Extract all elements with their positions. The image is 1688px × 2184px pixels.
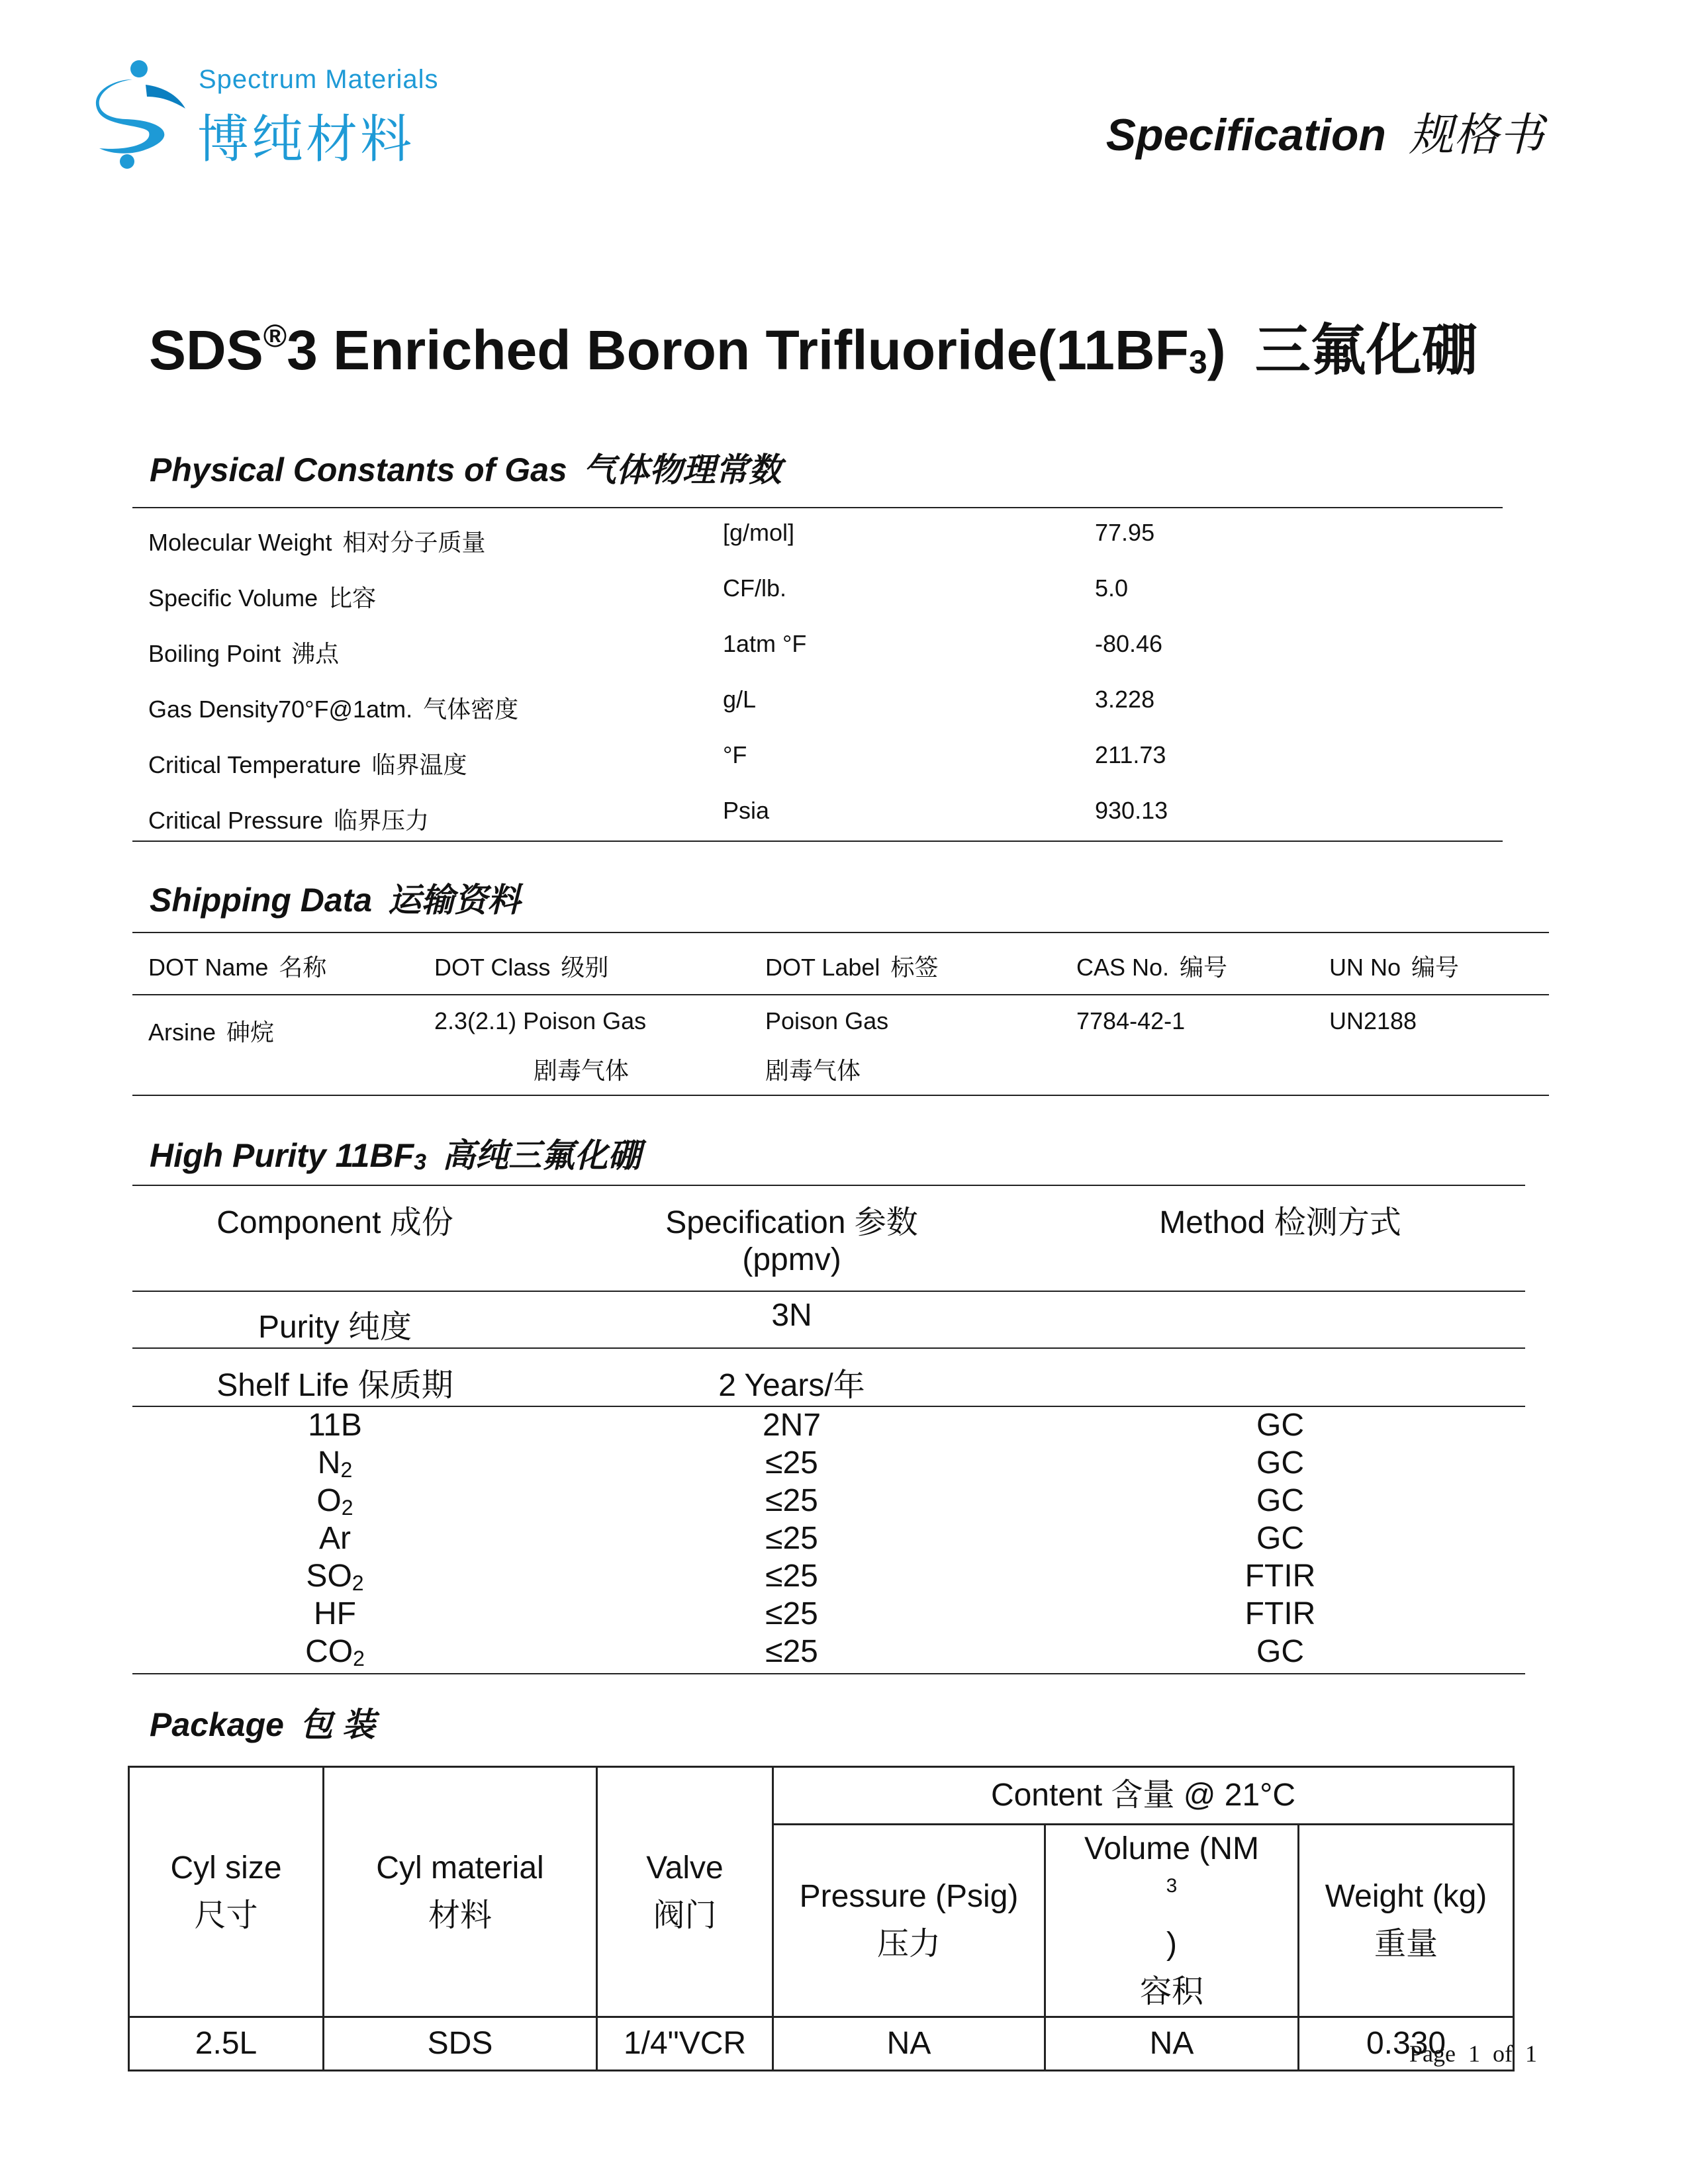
component-subscript: 2 [340, 1458, 353, 1482]
header-cn: 压力 [876, 1927, 941, 1962]
component-method: GC [1256, 1445, 1304, 1480]
component-method: GC [1256, 1521, 1304, 1556]
header-weight [1299, 1825, 1514, 2017]
purity-label: Purity 纯度 [258, 1310, 412, 1345]
dot-label-value-cn: 剧毒气体 [765, 1057, 861, 1084]
title-main: 3 Enriched Boron Trifluoride(11BF [287, 319, 1189, 381]
divider [132, 932, 1549, 933]
header-en: Weight (kg) [1325, 1879, 1487, 1914]
cell-valve: 1/4"VCR [597, 2017, 773, 2071]
header-volume [1045, 1825, 1299, 2017]
column-header-dot-name [148, 949, 326, 983]
value-en: Arsine [148, 1019, 216, 1046]
component-name [103, 1596, 567, 1633]
column-header-method: Method 检测方式 [1159, 1205, 1401, 1240]
component-subscript: 2 [352, 1571, 364, 1595]
component-name [103, 1482, 567, 1520]
divider [132, 994, 1549, 995]
component-method: FTIR [1244, 1596, 1316, 1631]
header-cn: 重量 [1374, 1927, 1438, 1962]
header-cn: 名称 [279, 954, 327, 981]
un-no-value: UN2188 [1329, 1007, 1417, 1034]
document-type [1106, 99, 1544, 163]
document-type-cn: 规格书 [1408, 110, 1544, 160]
component-name [103, 1445, 567, 1482]
column-header-un-no [1329, 949, 1459, 983]
cell-volume: NA [1045, 2017, 1299, 2071]
purity-value: 3N [771, 1298, 812, 1333]
column-header-cas-no [1076, 949, 1227, 983]
component-spec: ≤25 [765, 1634, 818, 1669]
property-name-en: Gas Density70°F@1atm. [148, 696, 413, 723]
property-unit: [g/mol] [723, 519, 795, 546]
component-name [103, 1407, 567, 1445]
property-value: 5.0 [1095, 574, 1129, 602]
physical-constants-heading [150, 443, 782, 491]
divider [132, 1185, 1525, 1186]
volume-label: Volume (NM [1084, 1831, 1260, 1866]
header-valve [597, 1767, 773, 2017]
title-cn: 三氟化硼 [1254, 319, 1477, 381]
property-name-cn: 临界温度 [371, 751, 467, 778]
page-number: Page 1 of 1 [1409, 2040, 1537, 2067]
property-name [148, 802, 429, 836]
cell-material: SDS [324, 2017, 597, 2071]
header-en [1046, 1825, 1297, 1968]
component-base: CO [305, 1634, 353, 1669]
table-row [129, 2017, 1514, 2071]
component-base: 11B [308, 1408, 362, 1443]
brand-name-cn: 博纯材料 [197, 110, 415, 168]
header-cn: 尺寸 [194, 1897, 258, 1933]
property-name-cn: 气体密度 [423, 696, 519, 723]
property-unit: CF/lb. [723, 574, 787, 602]
property-name-en: Specific Volume [148, 584, 318, 612]
divider [132, 1291, 1525, 1292]
component-base: N [317, 1445, 341, 1480]
heading-en: High Purity 11BF [150, 1137, 414, 1174]
heading-en: Shipping Data [150, 882, 373, 919]
column-header-spec-unit: (ppmv) [742, 1242, 841, 1277]
property-name-en: Critical Temperature [148, 751, 361, 778]
column-header-specification: Specification 参数 [665, 1205, 918, 1240]
header-cyl-size [129, 1767, 324, 2017]
header-cn: 容积 [1139, 1974, 1203, 2009]
property-value: 77.95 [1095, 519, 1155, 546]
component-spec: 2N7 [762, 1408, 821, 1443]
dot-class-value: 2.3(2.1) Poison Gas [434, 1007, 647, 1034]
cell-pressure: NA [773, 2017, 1045, 2071]
package-heading [150, 1698, 375, 1746]
property-name-en: Molecular Weight [148, 529, 332, 556]
header-cn: 编号 [1411, 954, 1460, 981]
column-header-dot-label [765, 949, 938, 983]
property-name [148, 524, 485, 558]
document-type-en: Specification [1105, 110, 1386, 160]
property-unit: °F [723, 741, 747, 768]
shelf-life-value: 2 Years/年 [718, 1368, 865, 1403]
divider [132, 507, 1503, 508]
component-spec: ≤25 [765, 1559, 818, 1594]
divider [132, 1673, 1525, 1674]
header-en: DOT Name [148, 954, 269, 981]
header-pressure [773, 1825, 1045, 2017]
header-en: Cyl material [376, 1850, 544, 1886]
title-subscript: 3 [1188, 343, 1207, 381]
title-prefix: SDS [149, 319, 263, 381]
component-name [103, 1520, 567, 1558]
heading-cn: 高纯三氟化硼 [442, 1137, 641, 1174]
shelf-life-label: Shelf Life 保质期 [216, 1368, 453, 1403]
property-unit: Psia [723, 797, 770, 824]
divider [132, 1095, 1549, 1096]
cas-no-value: 7784-42-1 [1076, 1007, 1186, 1034]
volume-close: ) [1166, 1927, 1177, 1962]
header-content: Content 含量 @ 21°C [773, 1767, 1514, 1825]
property-name [148, 747, 467, 780]
property-value: 211.73 [1095, 741, 1166, 768]
volume-superscript: 3 [1166, 1875, 1178, 1897]
page-title [149, 306, 1477, 386]
component-method: GC [1256, 1483, 1304, 1518]
property-name [148, 580, 376, 614]
header-cn: 材料 [428, 1897, 492, 1933]
component-method: GC [1256, 1408, 1304, 1443]
property-name [148, 635, 339, 669]
brand-name-en: Spectrum Materials [199, 65, 439, 94]
dot-class-value-cn: 剧毒气体 [534, 1057, 630, 1084]
header-en: CAS No. [1076, 954, 1170, 981]
divider [132, 841, 1503, 842]
component-base: O [316, 1483, 342, 1518]
header-en: UN No [1329, 954, 1401, 981]
column-header-component: Component 成份 [216, 1205, 453, 1240]
high-purity-heading [150, 1129, 641, 1177]
component-spec: ≤25 [765, 1596, 818, 1631]
shipping-data-heading [150, 874, 520, 921]
cell-size: 2.5L [129, 2017, 324, 2071]
component-subscript: 2 [353, 1647, 365, 1670]
component-base: Ar [319, 1521, 351, 1556]
component-base: HF [314, 1596, 356, 1631]
property-unit: 1atm °F [723, 630, 807, 657]
header-en: Cyl size [170, 1850, 282, 1886]
property-name-cn: 临界压力 [334, 807, 430, 834]
component-name [103, 1558, 567, 1596]
property-name-cn: 沸点 [291, 640, 340, 667]
divider [132, 1347, 1525, 1349]
header-en: Valve [646, 1850, 724, 1886]
package-table [128, 1766, 1515, 2071]
header-cn: 标签 [890, 954, 939, 981]
component-method: FTIR [1244, 1559, 1316, 1594]
heading-cn: 气体物理常数 [583, 451, 782, 488]
column-header-dot-class [434, 949, 608, 983]
property-value: 930.13 [1095, 797, 1168, 824]
component-spec: ≤25 [765, 1445, 818, 1480]
property-name-cn: 相对分子质量 [342, 529, 486, 556]
component-name [103, 1633, 567, 1671]
table-header-row [129, 1767, 1514, 1825]
property-unit: g/L [723, 686, 757, 713]
value-cn: 砷烷 [226, 1019, 275, 1046]
dot-label-value: Poison Gas [765, 1007, 889, 1034]
component-method: GC [1256, 1634, 1304, 1669]
header-cn: 阀门 [653, 1897, 717, 1933]
property-name-en: Critical Pressure [148, 807, 324, 834]
property-name-cn: 比容 [328, 584, 377, 612]
header-cn: 级别 [561, 954, 609, 981]
property-name-en: Boiling Point [148, 640, 281, 667]
heading-en: Physical Constants of Gas [150, 451, 567, 488]
header-cyl-material [324, 1767, 597, 2017]
component-spec: ≤25 [765, 1521, 818, 1556]
component-base: SO [306, 1559, 352, 1594]
property-value: -80.46 [1095, 630, 1163, 657]
component-spec: ≤25 [765, 1483, 818, 1518]
header-en: DOT Class [434, 954, 551, 981]
header-cn: 编号 [1180, 954, 1228, 981]
header-en: Pressure (Psig) [799, 1879, 1019, 1914]
header-en: DOT Label [765, 954, 880, 981]
heading-en: Package [150, 1706, 284, 1743]
component-subscript: 2 [341, 1496, 353, 1520]
property-value: 3.228 [1095, 686, 1155, 713]
heading-cn: 运输资料 [388, 882, 521, 919]
title-close: ) [1207, 319, 1226, 381]
registered-mark: ® [263, 319, 287, 354]
cell-weight: 0.330 [1299, 2017, 1514, 2071]
heading-cn: 包 装 [299, 1706, 375, 1743]
dot-name-value [148, 1014, 274, 1048]
property-name [148, 691, 518, 725]
heading-subscript: 3 [414, 1150, 427, 1175]
